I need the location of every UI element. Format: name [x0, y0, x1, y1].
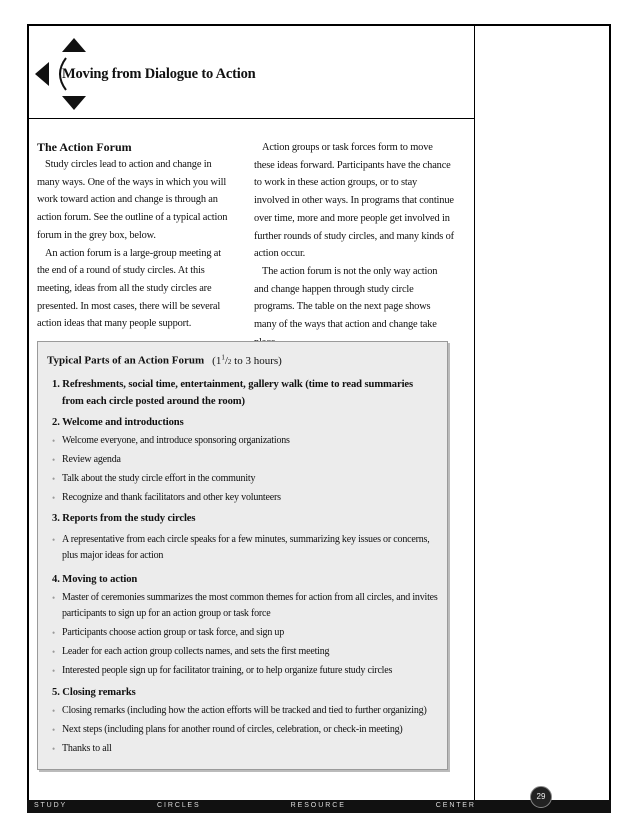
footer-word: R E S O U R C E	[290, 802, 344, 809]
duration: ($1^1/2$ to 3 hours)	[212, 353, 282, 367]
paragraph: Action groups or task forces form to move these ideas forward. Participants have the chance to work in these action groups, or to stay involved in other ways. In programs that continue over time, more and more people get involved in further rounds of study circles, and many kinds of action occur.	[254, 142, 454, 260]
paragraph: An action forum is a large-group meeting at the end of a round of study circles. At this meeting, ideas from all the study circles are presented. In most cases, there will be several action ideas that many people support.	[37, 247, 222, 330]
arrow-up-icon	[62, 38, 86, 52]
list-item: • Recognize and thank facilitators and other key volunteers	[52, 492, 281, 503]
footer-word: S T U D Y	[34, 802, 66, 809]
section-1-heading: 1. Refreshments, social time, entertainment, gallery walk (time to read summaries	[52, 379, 414, 390]
arrow-down-icon	[62, 96, 86, 110]
frame-top-rule	[27, 24, 610, 26]
page-number: 29	[530, 786, 552, 808]
column-divider	[474, 26, 475, 800]
list-item: • Thanks to all	[52, 743, 112, 754]
paragraph: Study circles lead to action and change in many ways. One of the ways in which you will work toward action and change is through an action forum. See the outline of a typical action forum in the grey box, below.	[37, 159, 228, 241]
section-3-heading: 3. Reports from the study circles	[52, 513, 196, 524]
right-column	[254, 139, 454, 351]
list-item: • Interested people sign up for facilitator training, or to help organize future study circles	[52, 665, 393, 676]
list-item: • Leader for each action group collects names, and sets the first meeting	[52, 646, 330, 657]
arrow-left-icon	[35, 62, 49, 86]
action-forum-box	[37, 341, 448, 770]
list-item: • Talk about the study circle effort in the community	[52, 473, 256, 484]
section-5-heading: 5. Closing remarks	[52, 687, 136, 698]
section-heading: The Action Forum	[37, 140, 132, 154]
frame-right-rule	[609, 24, 611, 800]
list-item: • Welcome everyone, and introduce sponsoring organizations	[52, 435, 290, 446]
section-4-heading: 4. Moving to action	[52, 574, 138, 585]
list-item: • Master of ceremonies summarizes the most common themes for action from all circles, and invites participants to sign up for an action group or task force	[52, 592, 438, 619]
section-2-heading: 2. Welcome and introductions	[52, 417, 184, 428]
list-item: • A representative from each circle speaks for a few minutes, summarizing key issues or concerns, plus major ideas for action	[52, 534, 430, 561]
footer-text	[34, 802, 474, 812]
box-title: Typical Parts of an Action Forum ($1^1/2$ to 3 hours)	[47, 353, 282, 367]
list-item: • Review agenda	[52, 454, 121, 465]
page-title: Moving from Dialogue to Action	[62, 66, 256, 82]
list-item: • Participants choose action group or task force, and sign up	[52, 627, 285, 638]
list-item: • Closing remarks (including how the action efforts will be tracked and tied to further organizing)	[52, 705, 427, 716]
frame-left-rule	[27, 24, 29, 800]
footer-word: C E N T E R	[435, 802, 474, 809]
left-column	[37, 139, 235, 333]
list-item: • Next steps (including plans for another round of circles, celebration, or check-in meeting)	[52, 724, 403, 735]
footer-word: C I R C L E S	[156, 802, 199, 809]
section-1-continuation: from each circle posted around the room)	[62, 396, 245, 407]
header-divider	[27, 118, 475, 119]
paragraph: The action forum is not the only way action and change happen through study circle programs. The table on the next page shows many of the ways that action and change take	[254, 265, 438, 331]
